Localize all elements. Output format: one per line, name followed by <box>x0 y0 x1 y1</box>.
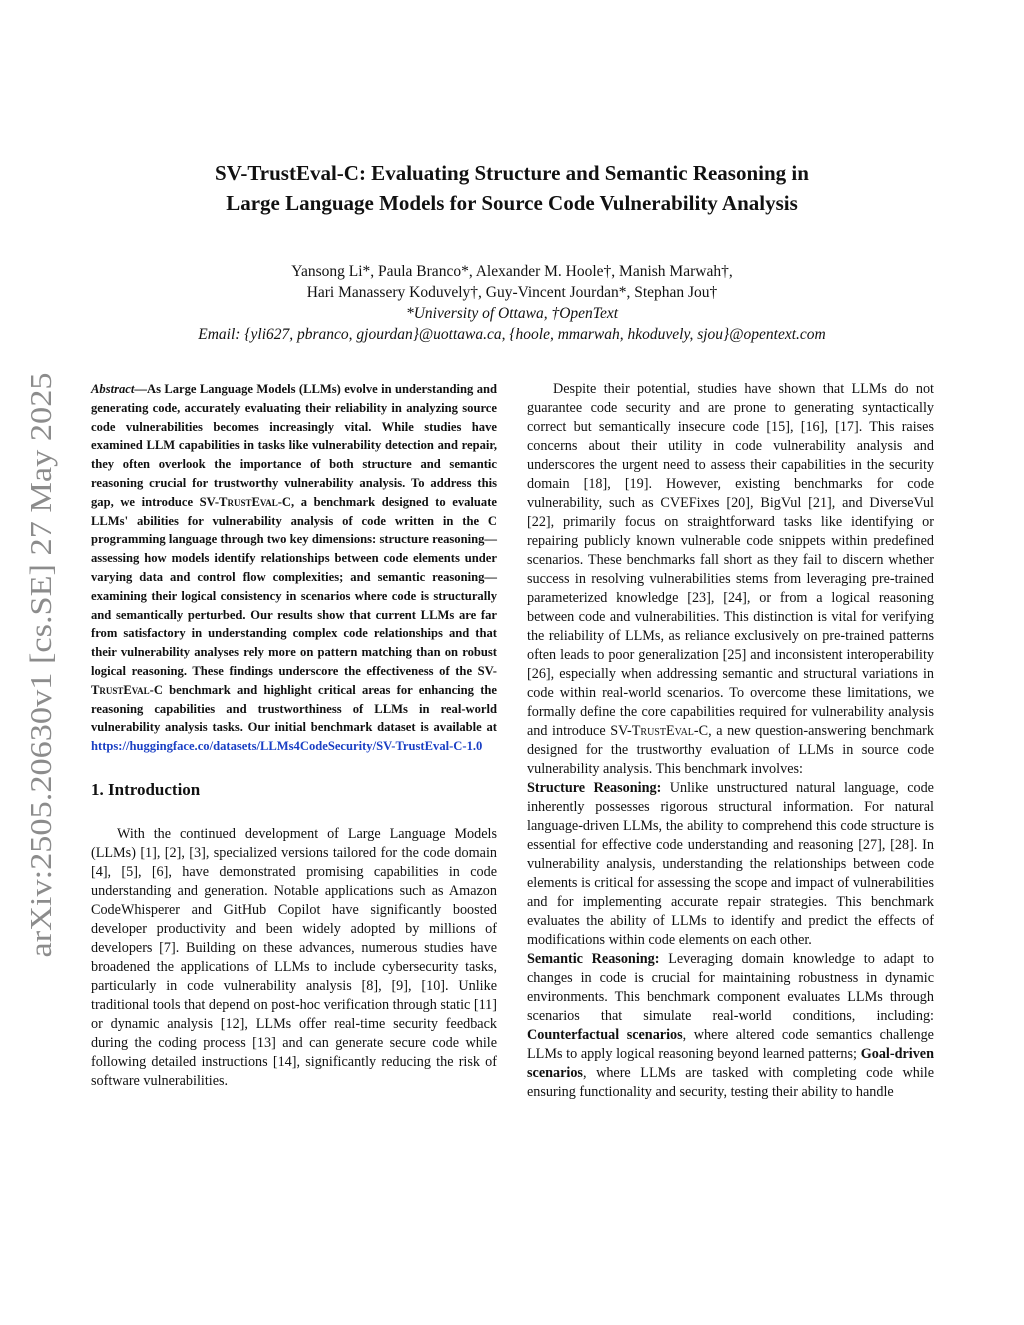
right-column <box>527 380 934 1102</box>
arxiv-identifier <box>4 370 74 960</box>
abstract <box>91 380 497 756</box>
author-block <box>120 261 904 345</box>
paragraph-text: Unlike unstructured natural language, code inherently possesses rigorous structural information. For natural language-driven LLMs, the ability to comprehend this code structure is essential for effective code understanding and reasoning [27], [28]. In vulnerability analysis, understanding the relationships between code elements is critical for assessing the scope and impact of vulnerabilities and for implementing accurate repair strategies. This benchmark evaluates the ability of LLMs to identify and predict the effects of modifications within code elements on each other. <box>527 780 934 948</box>
benchmark-name: TrustEval <box>91 682 150 697</box>
counterfactual-label: Counterfactual scenarios <box>527 1027 683 1043</box>
title-line-1: SV-TrustEval-C: Evaluating Structure and Semantic Reasoning in <box>215 161 809 185</box>
goal-driven-label: Goal-driven scenarios <box>527 1046 934 1081</box>
paper-title <box>120 158 904 218</box>
section-heading-introduction: 1. Introduction <box>91 779 201 799</box>
authors-line-1: Yansong Li*, Paula Branco*, Alexander M. Hoole†, Manish Marwah†, <box>291 263 733 280</box>
abstract-text-2: -C, a benchmark designed to evaluate LLMs' abilities for vulnerability analysis of code written in the C programming language through two key dimensions: structure reasoning—assessing how models identify relationships between code elements under varying data and control flow complexities; and semantic reasoning—examining their logical consistency in scenarios where code is structurally and semantically perturbed. Our results show that current LLMs are far from satisfactory in understanding complex code relationships and that their vulnerability analyses rely more on pattern matching than on robust logical reasoning. These findings underscore the effectiveness of the SV- <box>91 494 497 678</box>
paragraph-text: , where LLMs are tasked with completing code while ensuring functionality and security, testing their ability to handle <box>527 1065 934 1100</box>
abstract-text-1: —As Large Language Models (LLMs) evolve in understanding and generating code, accurately evaluating their reliability in analyzing source code vulnerabilities becomes increasingly vital. While studies have examined LLM capabilities in tasks like vulnerability detection and repair, they often overlook the importance of both structure and semantic reasoning crucial for trustworthy vulnerability analysis. To address this gap, we introduce SV- <box>91 382 497 509</box>
abstract-text-3: -C benchmark and highlight critical areas for enhancing the reasoning capabilities and trustworthiness of LLMs in real-world vulnerability analysis tasks. Our initial benchmark dataset is available at <box>91 682 497 735</box>
structure-reasoning-label: Structure Reasoning: <box>527 780 662 796</box>
paragraph-text: Leveraging domain knowledge to adapt to changes in code is crucial for maintaining robustness in dynamic environments. This benchmark component evaluates LLMs through scenarios that simulate real-world conditions, including: <box>527 951 934 1024</box>
abstract-label: Abstract <box>91 382 135 396</box>
left-column <box>91 380 497 1091</box>
semantic-reasoning-paragraph <box>527 950 934 1102</box>
semantic-reasoning-label: Semantic Reasoning: <box>527 951 660 967</box>
paragraph-text: , where altered code semantics challenge LLMs to apply logical reasoning beyond learned patterns; <box>527 1027 934 1062</box>
structure-reasoning-paragraph <box>527 779 934 950</box>
arxiv-id-text: arXiv:2505.20630v1 [cs.SE] 27 May 2025 <box>23 428 58 958</box>
affiliations: *University of Ottawa, †OpenText <box>405 305 619 322</box>
authors-line-2: Hari Manassery Koduvely†, Guy-Vincent Jourdan*, Stephan Jou† <box>306 284 718 301</box>
dataset-link[interactable]: https://huggingface.co/datasets/LLMs4CodeSecurity/SV-TrustEval-C-1.0 <box>91 739 483 754</box>
title-line-2: Large Language Models for Source Code Vulnerability Analysis <box>226 191 798 215</box>
author-emails: Email: {yli627, pbranco, gjourdan}@uottawa.ca, {hoole, mmarwah, hkoduvely, sjou}@opentext.com <box>198 326 826 343</box>
benchmark-name: TrustEval <box>631 723 694 739</box>
intro-paragraph-2 <box>527 380 934 779</box>
paragraph-text: -C, a new question-answering benchmark designed for the trustworthy evaluation of LLMs in source code vulnerability analysis. This benchmark involves: <box>527 723 934 777</box>
benchmark-name: TrustEval <box>219 494 278 509</box>
intro-paragraph-1: With the continued development of Large Language Models (LLMs) [1], [2], [3], specialized versions tailored for the code domain [4], [5], [6], have demonstrated promising capabilities in code understanding and generation. Notable applications such as Amazon CodeWhisperer and GitHub Copilot have significantly boosted developer productivity and been widely adopted by millions of developers [7]. Building on these advances, numerous studies have broadened the applications of LLMs to include cybersecurity tasks, particularly in code vulnerability analysis [8], [9], [10]. Unlike traditional tools that depend on post-hoc verification through static [11] or dynamic analysis [12], LLMs offer real-time security feedback during the coding process [13] and can generate secure code while following detailed instructions [14], significantly reducing the risk of software vulnerabilities. <box>91 825 497 1089</box>
paragraph-text: Despite their potential, studies have shown that LLMs do not guarantee code security and are prone to generating syntactically correct but semantically insecure code [15], [16], [17]. This raises concerns about their utility in code vulnerability analysis and underscores the urgent need to assess their capabilities in the security domain [18], [19]. However, existing benchmarks for code vulnerability, such as CVEFixes [20], BigVul [21], and DiverseVul [22], primarily focus on straightforward tasks like identifying or repairing publicly known vulnerable code snippets within predefined scenarios. These benchmarks fall short as they fail to discern whether success in resolving vulnerabilities stems from leveraging pre-trained parameterized knowledge [23], [24], or from a logical reasoning between code and vulnerabilities. This distinction is vital for verifying the reliability of LLMs, as reliance exclusively on pre-trained patterns often leads to poor generalization [25] and inconsistent interoperability [26], especially when addressing semantic and structural variations in code within real-world scenarios. To overcome these limitations, we formally define the core capabilities required for vulnerability analysis and introduce SV- <box>527 381 934 739</box>
